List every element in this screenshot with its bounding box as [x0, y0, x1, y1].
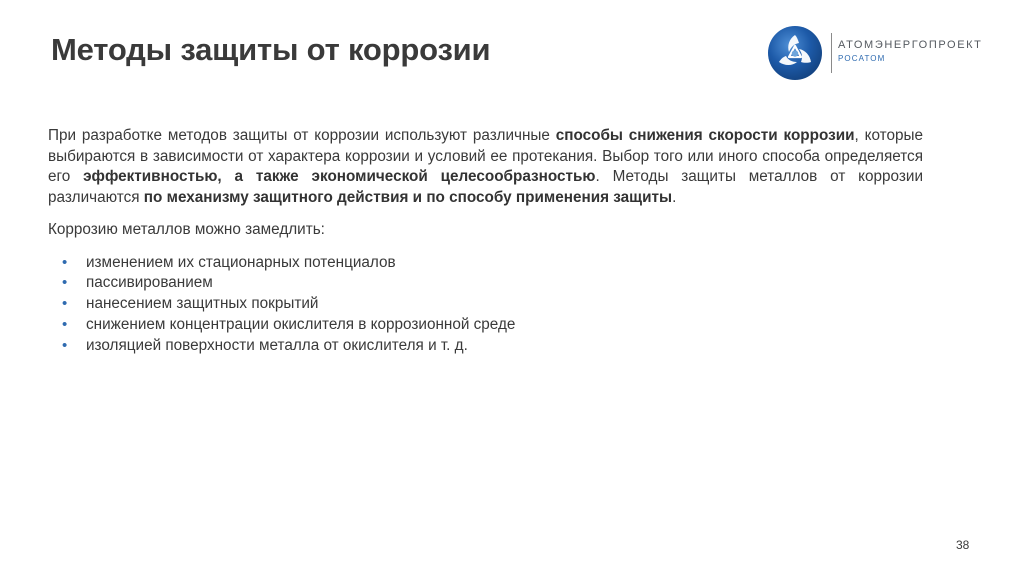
bullet-icon: • [62, 295, 68, 313]
page-number: 38 [956, 538, 970, 552]
logo-company-name: АТОМЭНЕРГОПРОЕКТ [838, 39, 983, 51]
list-item [48, 273, 923, 294]
list-item-text: снижением концентрации окислителя в коррозионной среде [86, 315, 516, 333]
slide-body [48, 126, 923, 356]
list-item [48, 336, 923, 357]
paragraph-emphasis: по механизму защитного действия и по способу применения защиты [143, 188, 673, 206]
logo-company-sub: РОСАТОМ [838, 54, 886, 63]
company-logo [767, 25, 982, 81]
paragraph-emphasis: способы снижения скорости коррозии [555, 127, 855, 144]
bullet-icon: • [62, 253, 68, 271]
list-item-text: изоляцией поверхности металла от окислителя и т. д. [86, 336, 468, 354]
list-item-text: нанесением защитных покрытий [86, 295, 319, 313]
rosatom-logo-icon [767, 25, 823, 81]
list-item-text: пассивированием [86, 274, 213, 292]
list-item [48, 253, 923, 274]
list-item-text: изменением их стационарных потенциалов [86, 253, 396, 271]
paragraph-emphasis: эффективностью, а также экономической целесообразностью [83, 168, 596, 185]
paragraph-text: При разработке методов защиты от коррозии используют различные [48, 127, 556, 144]
list-intro: Коррозию металлов можно замедлить: [48, 221, 325, 238]
logo-divider [831, 33, 832, 73]
slide-title: Методы защиты от коррозии [51, 32, 491, 67]
paragraph-text: . [672, 188, 677, 206]
list-item [48, 315, 923, 336]
paragraph-text: , которые выбираются в зависимости от характера коррозии и условий ее протекания. Выбор того или иного способа определяется его [48, 127, 923, 185]
bullet-icon: • [62, 315, 68, 333]
main-paragraph [48, 126, 923, 208]
bullet-icon: • [62, 336, 68, 354]
paragraph-text: . Методы защиты металлов от коррозии различаются [48, 168, 923, 206]
bullet-icon: • [62, 274, 68, 292]
list-item [48, 294, 923, 315]
bullet-list [48, 253, 923, 357]
